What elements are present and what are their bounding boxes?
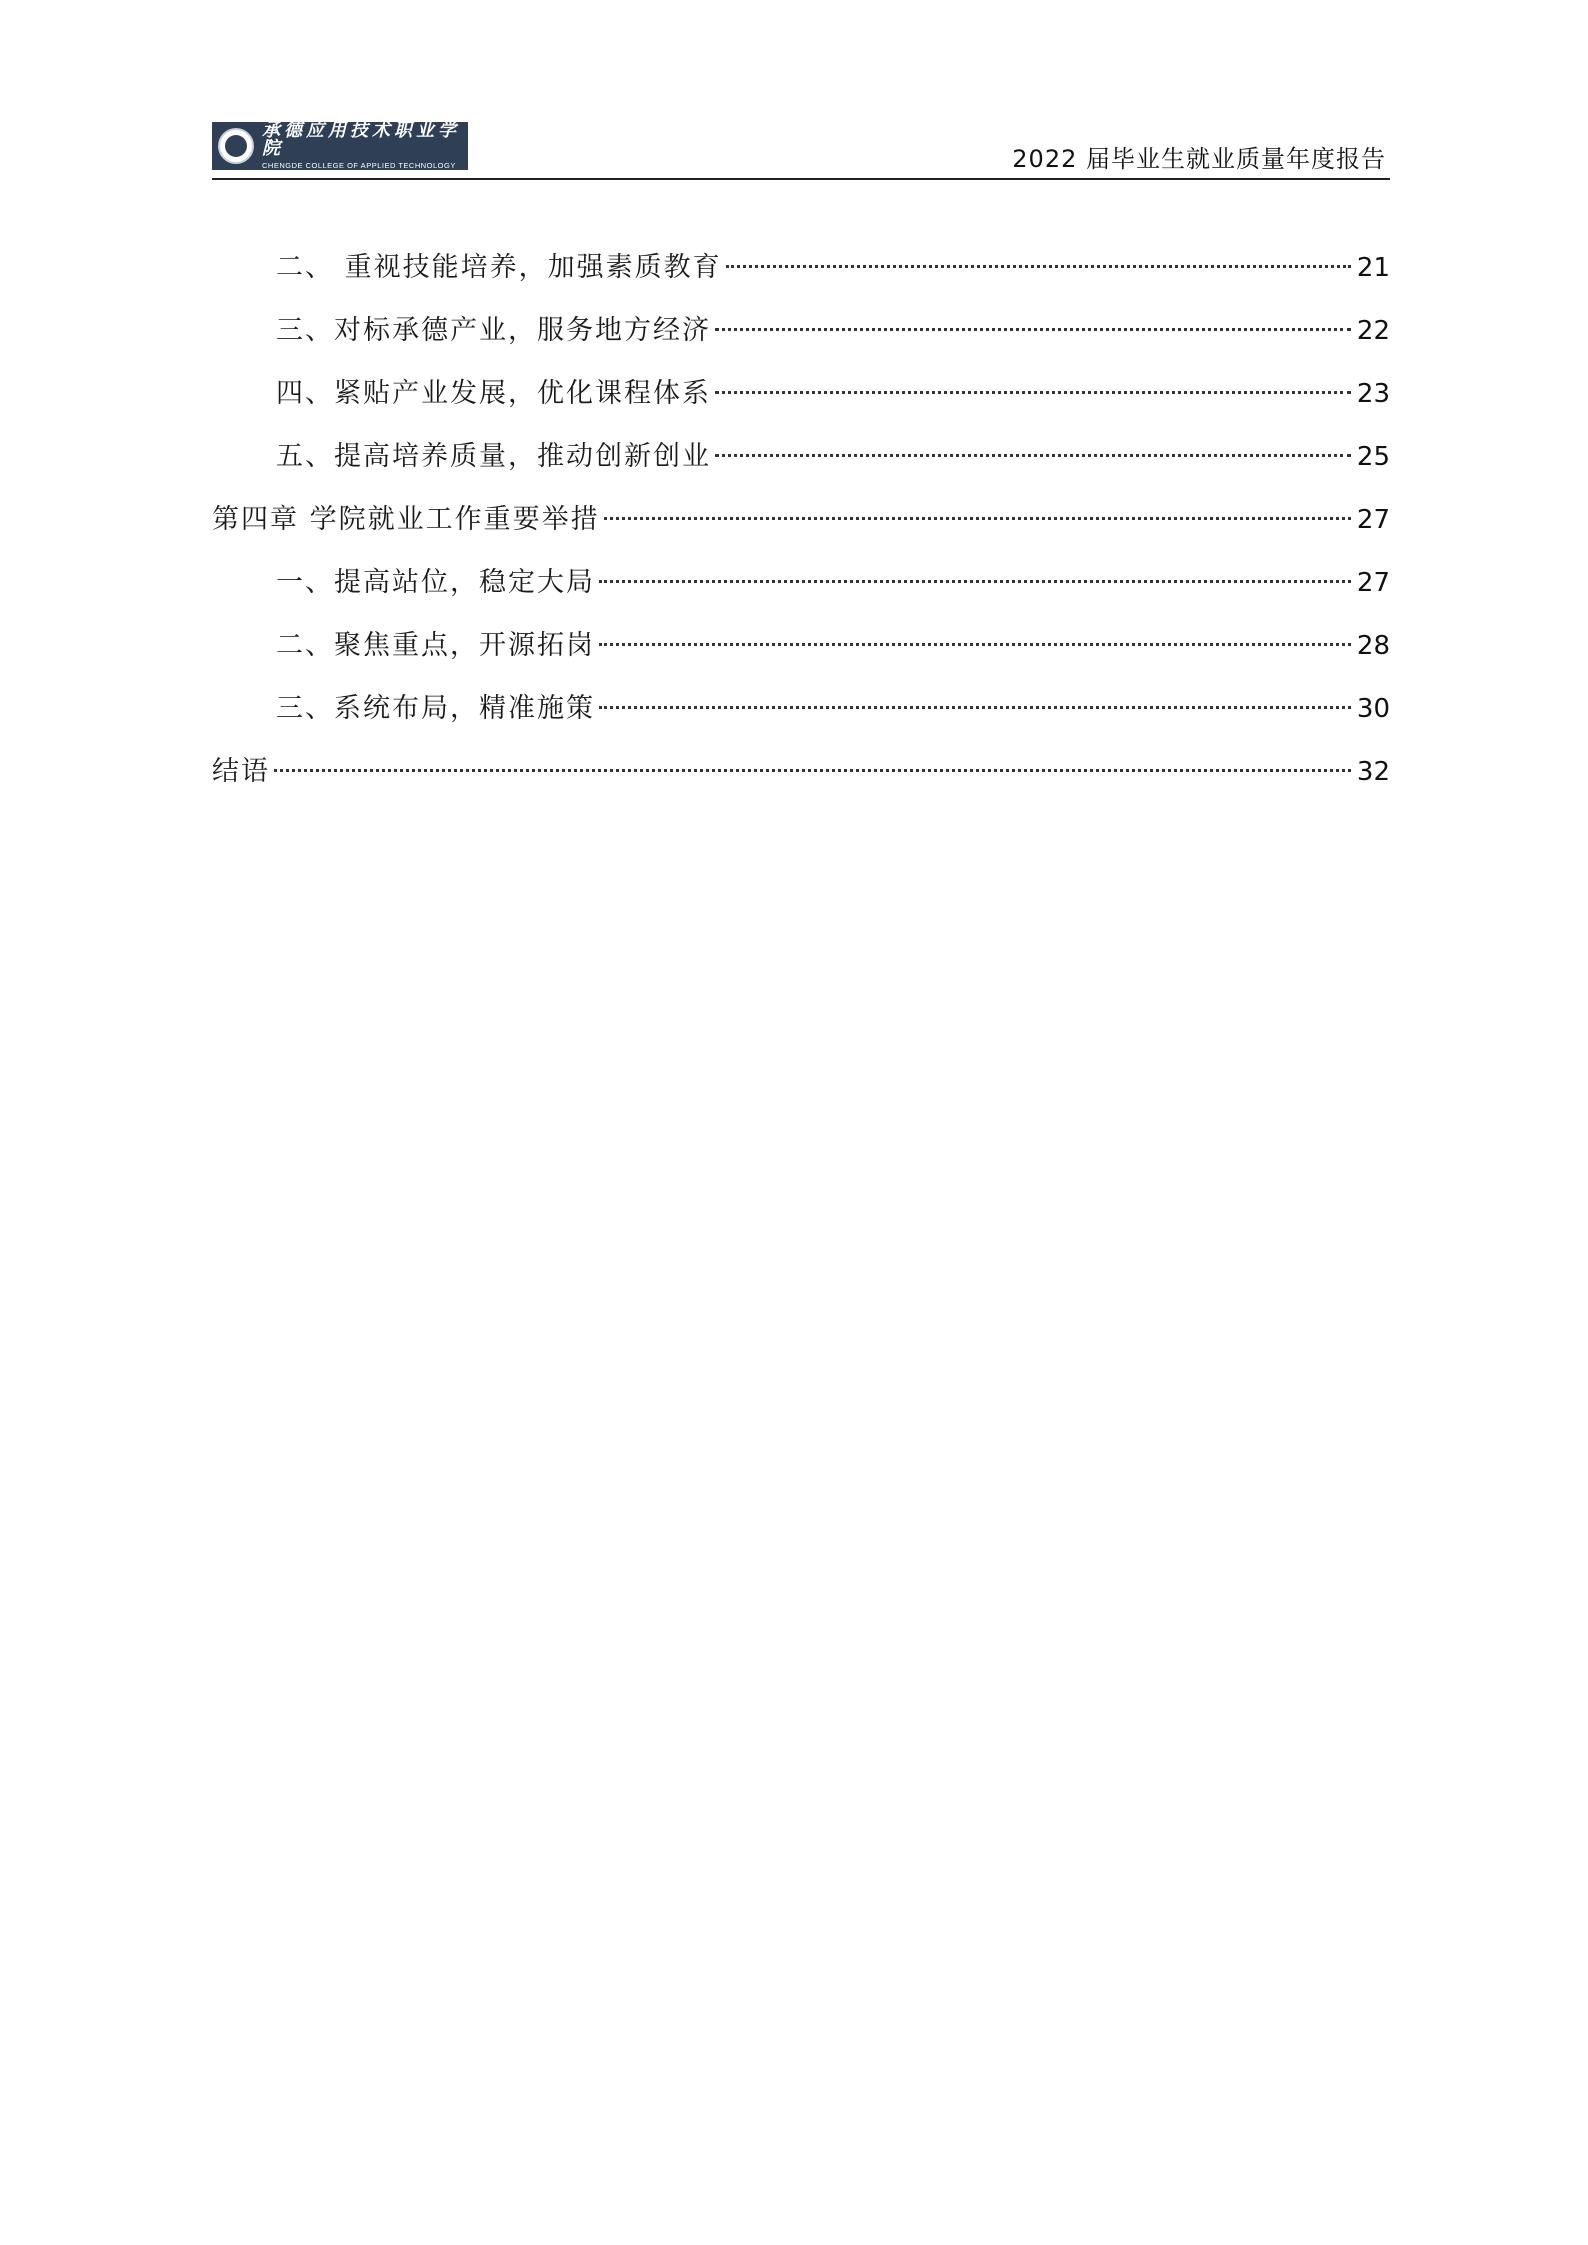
toc-entry-page: 25	[1356, 442, 1390, 472]
toc-entry-label: 二、聚焦重点，开源拓岗	[276, 630, 595, 661]
toc-leader-dots	[599, 706, 1351, 709]
toc-leader-dots	[274, 769, 1351, 772]
toc-entry-page: 30	[1356, 694, 1390, 724]
toc-entry-label: 结语	[212, 756, 270, 787]
logo-english-name: CHENGDE COLLEGE OF APPLIED TECHNOLOGY	[262, 161, 456, 171]
table-of-contents	[212, 248, 1390, 815]
toc-entry-label: 四、紧贴产业发展，优化课程体系	[276, 378, 711, 409]
college-logo	[212, 122, 468, 170]
report-title: 2022 届毕业生就业质量年度报告	[1012, 145, 1386, 173]
page-header	[212, 120, 1390, 180]
logo-chinese-name: 承德应用技术职业学院	[262, 120, 460, 160]
toc-entry-label: 二、 重视技能培养，加强素质教育	[276, 252, 722, 283]
toc-entry-page: 27	[1356, 568, 1390, 598]
toc-chapter-entry[interactable]	[212, 752, 1390, 815]
toc-chapter-entry[interactable]	[212, 500, 1390, 563]
toc-leader-dots	[715, 454, 1351, 457]
toc-leader-dots	[715, 328, 1351, 331]
toc-entry-page: 21	[1356, 253, 1390, 283]
toc-leader-dots	[599, 580, 1351, 583]
toc-leader-dots	[726, 265, 1351, 268]
toc-entry[interactable]	[212, 563, 1390, 626]
emblem-icon	[218, 128, 254, 164]
toc-entry-label: 第四章 学院就业工作重要举措	[212, 504, 600, 535]
toc-entry-label: 一、提高站位，稳定大局	[276, 567, 595, 598]
toc-entry-page: 23	[1356, 379, 1390, 409]
toc-entry-page: 22	[1356, 316, 1390, 346]
toc-entry[interactable]	[212, 311, 1390, 374]
toc-entry[interactable]	[212, 689, 1390, 752]
toc-entry-page: 28	[1356, 631, 1390, 661]
toc-entry-label: 三、对标承德产业，服务地方经济	[276, 315, 711, 346]
toc-entry[interactable]	[212, 374, 1390, 437]
toc-entry-page: 32	[1356, 757, 1390, 787]
toc-entry[interactable]	[212, 437, 1390, 500]
toc-leader-dots	[715, 391, 1351, 394]
toc-leader-dots	[604, 517, 1351, 520]
toc-entry-page: 27	[1356, 505, 1390, 535]
toc-entry-label: 三、系统布局，精准施策	[276, 693, 595, 724]
toc-leader-dots	[599, 643, 1351, 646]
toc-entry[interactable]	[212, 626, 1390, 689]
toc-entry[interactable]	[212, 248, 1390, 311]
toc-entry-label: 五、提高培养质量，推动创新创业	[276, 441, 711, 472]
